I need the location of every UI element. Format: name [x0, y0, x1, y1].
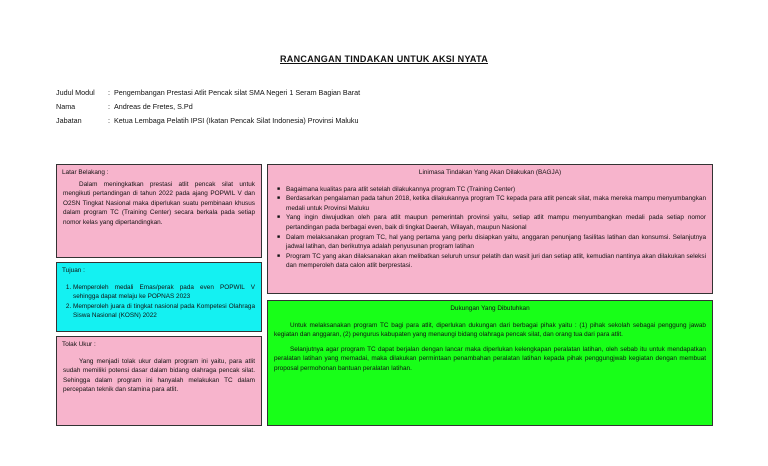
- tujuan-item: 2. Memperoleh juara di tingkat nasional pada Kompetesi Olahraga Siswa Nasional (KOSN) 2022: [73, 302, 255, 321]
- meta-colon: :: [108, 88, 110, 97]
- meta-colon: :: [108, 116, 110, 125]
- latar-belakang-box: [56, 164, 262, 258]
- tolak-ukur-text: Yang menjadi tolak ukur dalam program ini yaitu, para atlit sudah memiliki potensi dasar dalam bidang olahraga pencak silat. Sehingga dalam program ini hanyalah melakukan TC dalam percepatan teknik dan stamina para atlit.: [63, 357, 255, 394]
- tujuan-box: [56, 262, 262, 332]
- tolak-ukur-box: [56, 336, 262, 426]
- dukungan-paragraph: Selanjutnya agar program TC dapat berjalan dengan lancar maka diperlukan kelengkapan peralatan latihan, oleh sebab itu untuk mendapatkan peralatan latihan yang memadai, maka dilakukan permintaan penambahan peralatan latihan kepada pihak penggungjwab kegiatan dengan membuat proposal permohonan bantuan peralatan latihan.: [274, 345, 706, 372]
- tujuan-item: 1. Memperoleh medali Emas/perak pada even POPWIL V sehingga dapat melaju ke POPNAS 2023: [73, 283, 255, 302]
- dukungan-box: [267, 300, 713, 426]
- meta-value: Andreas de Fretes, S.Pd: [114, 102, 193, 111]
- meta-colon: :: [108, 102, 110, 111]
- linimasa-box: [267, 164, 713, 294]
- meta-key: Nama: [56, 102, 76, 111]
- document-title: RANCANGAN TINDAKAN UNTUK AKSI NYATA: [280, 54, 488, 64]
- meta-key: Jabatan: [56, 116, 82, 125]
- tujuan-heading: Tujuan :: [62, 267, 85, 274]
- latar-belakang-heading: Latar Belakang :: [62, 169, 109, 176]
- meta-row-nama: [56, 102, 193, 111]
- meta-value: Pengembangan Prestasi Atlit Pencak silat SMA Negeri 1 Seram Bagian Barat: [114, 88, 361, 97]
- tolak-ukur-heading: Tolak Ukur :: [62, 341, 96, 348]
- linimasa-item: ■ Yang ingin diwujudkan oleh para atlit maupun pemerintah provinsi yaitu, setiap atlit mampu menyumbangkan medali pada setiap nomor pertandingan pada berbagai even, baik di tingkat Daerah, Wilayah, maupun Nasional: [280, 213, 706, 232]
- meta-value: Ketua Lembaga Pelatih IPSI (Ikatan Pencak Silat Indonesia) Provinsi Maluku: [114, 116, 359, 125]
- linimasa-item: ■ Dalam melaksanakan program TC, hal yang pertama yang perlu disiapkan yaitu, anggaran penunjang fasilitas latihan dan konsumsi. Selanjutnya jadwal latihan, dan berikutnya adalah penyusunan program latihan: [280, 233, 706, 252]
- meta-row-jabatan: [56, 116, 359, 125]
- meta-key: Judul Modul: [56, 88, 95, 97]
- meta-row-judul: [56, 88, 360, 97]
- linimasa-item: ■ Bagaimana kualitas para atlit setelah dilakukannya program TC (Training Center): [280, 185, 706, 195]
- latar-belakang-text: Dalam meningkatkan prestasi atlit pencak silat untuk mengikuti pertandingan di tahun 2022 pada ajang POPWIL V dan O2SN Tingkat Nasional maka diperlukan suatu pembinaan khusus dalam program TC (Training Center) secara berkala pada setiap nomor kelas yang dipertandingkan.: [63, 180, 255, 226]
- dukungan-paragraph: Untuk melaksanakan program TC bagi para atlit, diperlukan dukungan dari berbagai pihak yaitu : (1) pihak sekolah sebagai penggung jawab kegiatan dan anggaran, (2) pengurus kabupaten yang menaungi bidang olahraga pencak silat, dan orang tua dari para atlit.: [274, 321, 706, 339]
- linimasa-item: ■ Program TC yang akan dilaksanakan akan melibatkan seluruh unsur pelatih dan wasit juri dan setiap atlit, kemudian nantinya akan dilakukan seleksi dan memperoleh data calon atlit berprestasi.: [280, 252, 706, 271]
- linimasa-item: ■ Berdasarkan pengalaman pada tahun 2018, ketika dilakukannya program TC kepada para atlit pencak silat, maka mereka mampu menyumbangkan medali untuk Provinsi Maluku: [280, 194, 706, 213]
- linimasa-heading: Linimasa Tindakan Yang Akan Dilakukan (BAGJA): [418, 169, 562, 176]
- dukungan-heading: Dukungan Yang Dibutuhkan: [450, 305, 530, 312]
